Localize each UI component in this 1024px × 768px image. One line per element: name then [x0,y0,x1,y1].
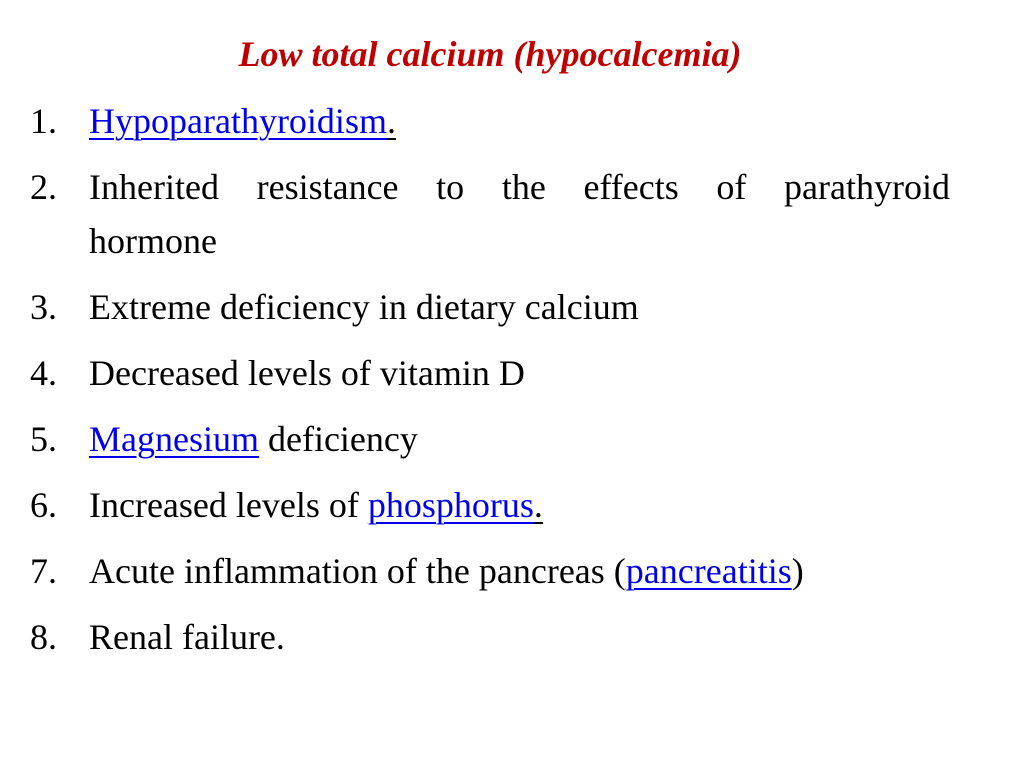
list-number: 4. [30,353,57,393]
list-number: 8. [30,617,57,657]
list-number: 3. [30,287,57,327]
list-text-line-1: Inherited resistance to the effects of parathyroid [89,167,950,207]
list-text [89,93,950,149]
list-item-7 [30,543,950,599]
list-number: 7. [30,551,57,591]
list-text: Decreased levels of vitamin D [89,353,525,393]
list-item-8 [30,609,950,665]
list-item-1 [30,93,950,149]
list-item-4 [30,345,950,401]
list-item-5 [30,411,950,467]
list-text [89,543,950,599]
list-item-3 [30,279,950,335]
hypoparathyroidism-link[interactable]: Hypoparathyroidism [89,101,387,141]
magnesium-link[interactable]: Magnesium [89,419,259,459]
list-text-prefix: Acute inflammation of the pancreas ( [89,551,626,591]
trailing-period: . [386,101,396,141]
list-text-suffix: ) [791,551,804,591]
list-number: 6. [30,485,57,525]
list-text-line-2: hormone [89,221,217,261]
list-number: 5. [30,419,57,459]
list-number: 2. [30,167,57,207]
list-item-2 [30,159,950,269]
list-text [89,477,950,533]
list-text [89,411,950,467]
list-number: 1. [30,101,57,141]
list-text: Extreme deficiency in dietary calcium [89,287,639,327]
cause-list [30,93,950,675]
list-text-prefix: Increased levels of [89,485,368,525]
slide-title: Low total calcium (hypocalcemia) [238,34,742,74]
list-item-6 [30,477,950,533]
phosphorus-link[interactable]: phosphorus [367,485,534,525]
trailing-period: . [533,485,543,525]
list-text: Renal failure. [89,617,285,657]
list-text-suffix: deficiency [258,419,418,459]
pancreatitis-link[interactable]: pancreatitis [625,551,792,591]
